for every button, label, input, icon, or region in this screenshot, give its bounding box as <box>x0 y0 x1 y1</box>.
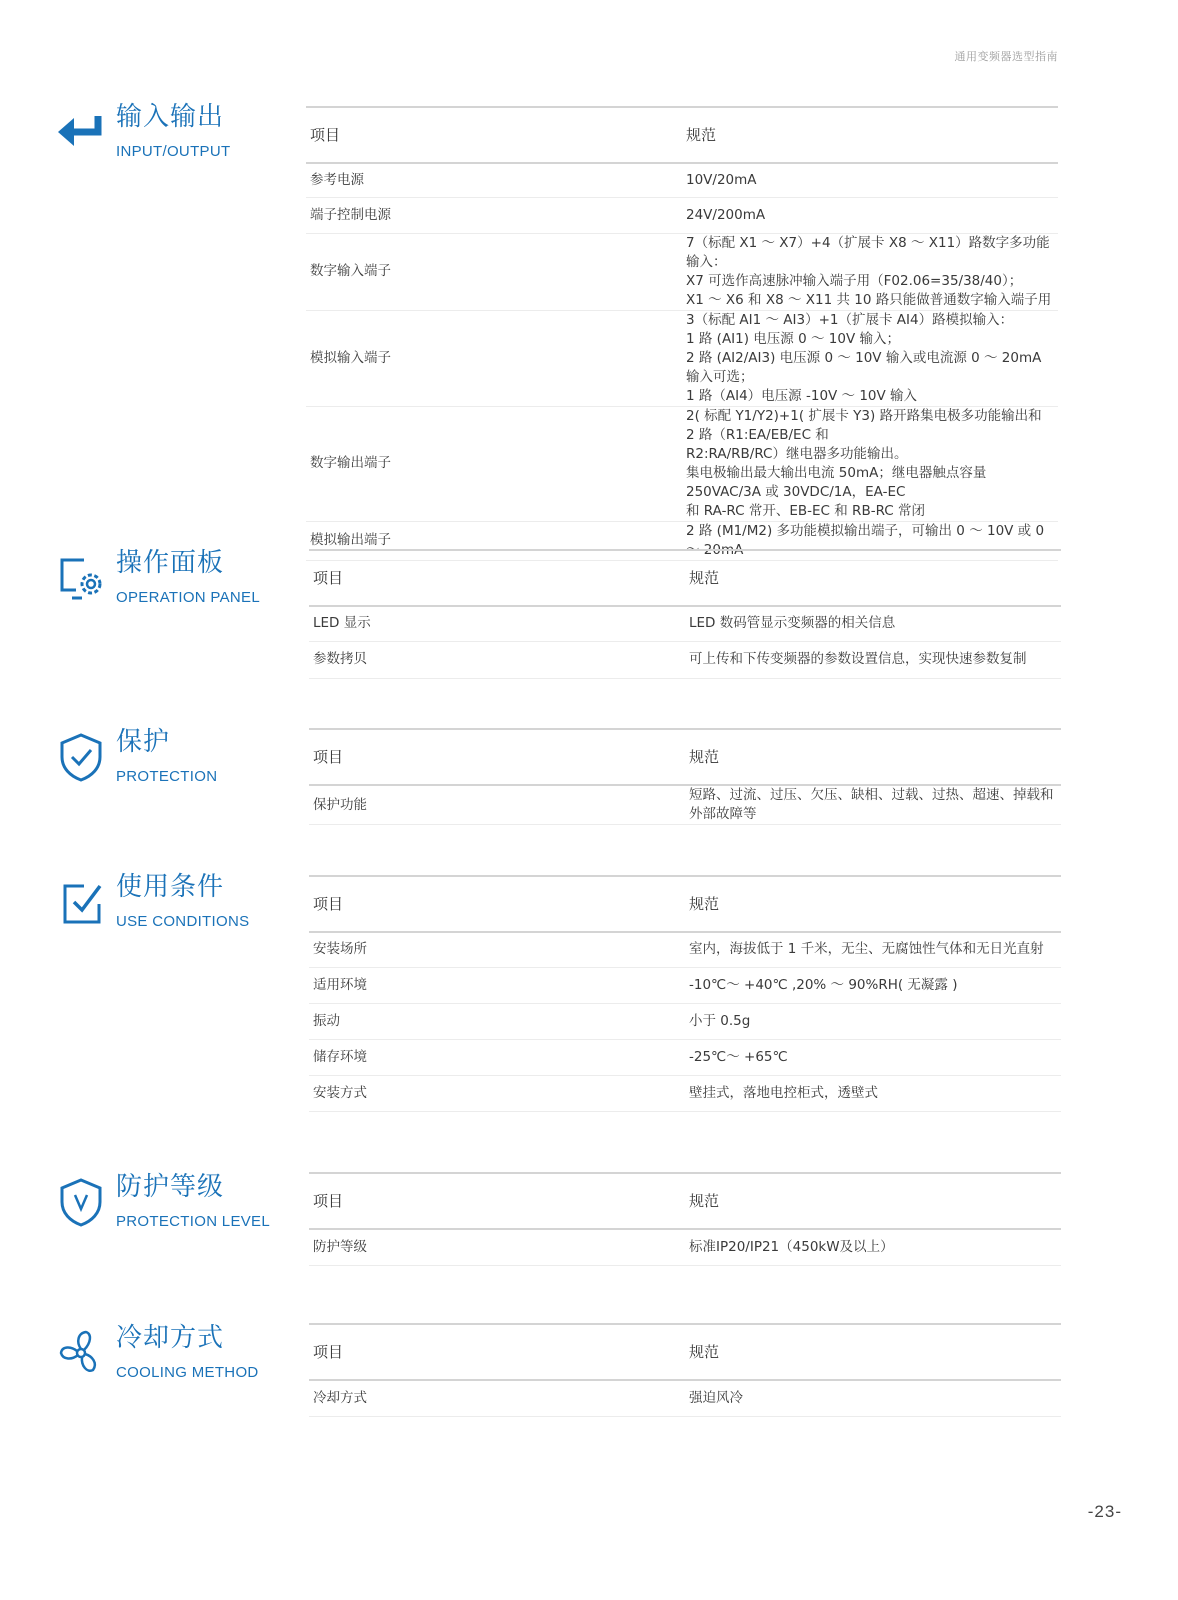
page-header-note: 通用变频器选型指南 <box>954 50 1058 63</box>
row-value: 小于 0.5g <box>685 1003 1061 1039</box>
table-header-row <box>306 107 1058 163</box>
table-row <box>309 932 1061 967</box>
row-key: 模拟输入端子 <box>306 310 682 406</box>
table-header-row <box>309 550 1061 606</box>
table-row <box>309 1075 1061 1111</box>
value-line: R2:RA/RB/RC）继电器多功能输出。 <box>686 445 908 462</box>
shield-v-icon <box>54 1175 108 1229</box>
row-key: 安装场所 <box>309 932 685 967</box>
spec-table <box>309 549 1061 679</box>
value-line: X1 ～ X6 和 X8 ～ X11 共 10 路只能做普通数字输入端子用 <box>686 291 1052 308</box>
section-title: 使用条件 <box>116 872 225 902</box>
section-title: 保护 <box>116 727 171 757</box>
header-cell-spec: 规范 <box>685 729 1061 785</box>
panel-gear-icon <box>54 552 108 606</box>
header-cell-spec: 规范 <box>682 107 1058 163</box>
table-row <box>306 310 1058 406</box>
header-cell-item: 项目 <box>309 1173 685 1229</box>
row-value: 壁挂式，落地电控柜式，透壁式 <box>685 1075 1061 1111</box>
row-value: 短路、过流、过压、欠压、缺相、过载、过热、超速、掉载和外部故障等 <box>685 785 1061 825</box>
header-cell-item: 项目 <box>309 1324 685 1380</box>
fan-icon <box>54 1326 108 1380</box>
table-row <box>309 785 1061 825</box>
table-row <box>306 406 1058 521</box>
row-value: 24V/200mA <box>682 197 1058 233</box>
header-cell-spec: 规范 <box>685 876 1061 932</box>
value-line: 1 路（AI4）电压源 -10V ～ 10V 输入 <box>686 387 918 404</box>
table-row <box>309 1380 1061 1416</box>
section-title: 操作面板 <box>116 548 225 578</box>
table-row <box>309 1003 1061 1039</box>
section-subtitle: PROTECTION LEVEL <box>116 1213 271 1230</box>
section-title: 冷却方式 <box>116 1323 225 1353</box>
table-header-row <box>309 876 1061 932</box>
table-row <box>309 1039 1061 1075</box>
table-header-row <box>309 1173 1061 1229</box>
row-value: 室内，海拔低于 1 千米，无尘、无腐蚀性气体和无日光直射 <box>685 932 1061 967</box>
table-row <box>309 606 1061 641</box>
value-line: 和 RA-RC 常开、EB-EC 和 RB-RC 常闭 <box>686 502 925 519</box>
value-line: 2 路 (AI2/AI3) 电压源 0 ～ 10V 输入或电流源 0 ～ 20mA 输入可选； <box>686 349 1042 385</box>
value-line: 7（标配 X1 ～ X7）+4（扩展卡 X8 ～ X11）路数字多功能输入： <box>686 234 1050 270</box>
spec-table <box>309 875 1061 1112</box>
value-line: 1 路 (AI1) 电压源 0 ～ 10V 输入； <box>686 330 900 347</box>
row-value <box>682 233 1058 310</box>
row-key: LED 显示 <box>309 606 685 641</box>
checkbox-icon <box>54 876 108 930</box>
table-header-row <box>309 1324 1061 1380</box>
row-key: 参考电源 <box>306 163 682 197</box>
header-cell-item: 项目 <box>306 107 682 163</box>
value-line: X7 可选作高速脉冲输入端子用（F02.06=35/38/40）； <box>686 272 1023 289</box>
row-value <box>682 310 1058 406</box>
header-cell-spec: 规范 <box>685 1173 1061 1229</box>
row-key: 端子控制电源 <box>306 197 682 233</box>
table-row <box>309 641 1061 678</box>
table-row <box>309 1229 1061 1265</box>
row-value: 2 路 (M1/M2) 多功能模拟输出端子，可输出 0 ～ 10V 或 0 ～ 20mA <box>682 521 1058 560</box>
row-value: -10℃～ +40℃ ,20% ～ 90%RH( 无凝露 ) <box>685 967 1061 1003</box>
value-line: 集电极输出最大输出电流 50mA；继电器触点容量 250VAC/3A 或 30VDC/1A，EA-EC <box>686 464 987 500</box>
section-title: 防护等级 <box>116 1172 225 1202</box>
section-subtitle: INPUT/OUTPUT <box>116 143 231 160</box>
row-key: 振动 <box>309 1003 685 1039</box>
row-key: 储存环境 <box>309 1039 685 1075</box>
row-value: 标准IP20/IP21（450kW及以上） <box>685 1229 1061 1265</box>
row-value: 10V/20mA <box>682 163 1058 197</box>
page-number: -23- <box>1087 1502 1122 1521</box>
section-title: 输入输出 <box>116 102 225 132</box>
spec-table <box>309 1172 1061 1266</box>
row-key: 数字输出端子 <box>306 406 682 521</box>
value-line: 3（标配 AI1 ～ AI3）+1（扩展卡 AI4）路模拟输入： <box>686 311 1014 328</box>
enter-arrow-icon <box>54 104 108 158</box>
spec-table <box>309 728 1061 825</box>
row-key: 防护等级 <box>309 1229 685 1265</box>
row-value: -25℃～ +65℃ <box>685 1039 1061 1075</box>
row-value: LED 数码管显示变频器的相关信息 <box>685 606 1061 641</box>
table-row <box>306 197 1058 233</box>
row-key: 安装方式 <box>309 1075 685 1111</box>
spec-table <box>306 106 1058 561</box>
header-cell-spec: 规范 <box>685 550 1061 606</box>
table-row <box>309 967 1061 1003</box>
table-row <box>306 163 1058 197</box>
header-cell-item: 项目 <box>309 729 685 785</box>
row-key: 参数拷贝 <box>309 641 685 678</box>
row-key: 保护功能 <box>309 785 685 825</box>
row-value <box>682 406 1058 521</box>
row-key: 数字输入端子 <box>306 233 682 310</box>
row-key: 模拟输出端子 <box>306 521 682 560</box>
value-line: 2( 标配 Y1/Y2)+1( 扩展卡 Y3) 路开路集电极多功能输出和 2 路（R1:EA/EB/EC 和 <box>686 407 1042 443</box>
table-header-row <box>309 729 1061 785</box>
section-subtitle: USE CONDITIONS <box>116 913 250 930</box>
row-value: 可上传和下传变频器的参数设置信息，实现快速参数复制 <box>685 641 1061 678</box>
spec-table <box>309 1323 1061 1417</box>
table-row <box>306 233 1058 310</box>
header-cell-item: 项目 <box>309 550 685 606</box>
row-value: 强迫风冷 <box>685 1380 1061 1416</box>
row-key: 冷却方式 <box>309 1380 685 1416</box>
header-cell-spec: 规范 <box>685 1324 1061 1380</box>
shield-check-icon <box>54 730 108 784</box>
section-subtitle: PROTECTION <box>116 768 218 785</box>
row-key: 适用环境 <box>309 967 685 1003</box>
section-subtitle: OPERATION PANEL <box>116 589 260 606</box>
header-cell-item: 项目 <box>309 876 685 932</box>
section-subtitle: COOLING METHOD <box>116 1364 259 1381</box>
